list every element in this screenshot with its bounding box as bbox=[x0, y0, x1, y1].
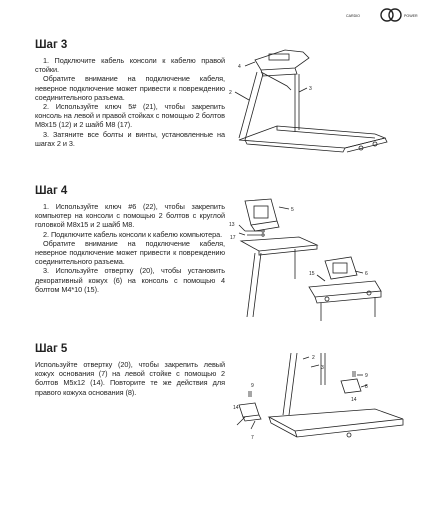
step-4 bbox=[35, 185, 225, 294]
figure-label: 9 bbox=[365, 373, 368, 379]
step-3-paragraph: 1. Подключите кабель консоли к кабелю правой стойки. bbox=[35, 56, 225, 75]
figure-label: 14 bbox=[351, 397, 357, 403]
step-5-figure bbox=[225, 345, 405, 460]
figure-label: 3 bbox=[321, 365, 324, 371]
logo-left-text: CARDIO bbox=[346, 14, 360, 18]
figure-label: 8 bbox=[365, 384, 368, 390]
step-3 bbox=[35, 39, 225, 148]
step-4-figure bbox=[225, 195, 405, 325]
step-4-paragraph: 1. Используйте ключ #6 (22), чтобы закрепить компьютер на консоли с помощью 2 болтов с круглой головкой M8x15 и 2 шайб M8. bbox=[35, 202, 225, 230]
step-3-title: Шаг 3 bbox=[35, 39, 68, 51]
step-5-title: Шаг 5 bbox=[35, 343, 68, 355]
figure-label: 14 bbox=[233, 405, 239, 411]
step-4-paragraph: 2. Подключите кабель консоли к кабелю компьютера. bbox=[43, 229, 223, 239]
figure-label: 4 bbox=[238, 64, 241, 70]
figure-label: 3 bbox=[309, 86, 312, 92]
figure-label: 15 bbox=[309, 271, 315, 277]
treadmill-console-assembly-icon bbox=[225, 40, 405, 155]
step-5-paragraph: Используйте отвертку (20), чтобы закрепить левый кожух основания (7) на левой стойке с помощью 2 болтов M5x12 (14). Повторите те же действия для правого кожуха основания (8). bbox=[35, 360, 225, 397]
step-3-figure bbox=[225, 40, 405, 155]
figure-label: 7 bbox=[251, 435, 254, 441]
step-3-paragraph: Обратите внимание на подключение кабеля, неверное подключение может привести к повреждению соединительного разъема. bbox=[35, 74, 225, 102]
figure-label: 2 bbox=[229, 90, 232, 96]
step-3-paragraph: 3. Затяните все болты и винты, установленные на шагах 2 и 3. bbox=[35, 129, 225, 148]
step-4-paragraph: Обратите внимание на подключение кабеля, неверное подключение может привести к повреждению соединительного разъема. bbox=[35, 238, 225, 267]
figure-label: 6 bbox=[365, 271, 368, 277]
base-cover-assembly-icon bbox=[225, 345, 405, 460]
step-5 bbox=[35, 343, 225, 397]
figure-label: 5 bbox=[291, 207, 294, 213]
step-4-paragraph: 3. Используйте отвертку (20), чтобы установить декоративный кожух (6) на консоль с помощью 4 болтом M4*10 (15). bbox=[35, 266, 225, 294]
computer-mount-assembly-icon bbox=[225, 195, 405, 325]
cardiopower-logo-icon bbox=[344, 4, 436, 26]
brand-logo bbox=[344, 4, 436, 26]
figure-label: 17 bbox=[230, 235, 236, 241]
logo-right-text: POWER bbox=[404, 14, 418, 18]
step-4-title: Шаг 4 bbox=[35, 185, 68, 197]
step-3-paragraph: 2. Используйте ключ 5# (21), чтобы закрепить консоль на левой и правой стойках с помощью 2 болтов M8x15 (12) и 2 шайб M8 (17). bbox=[35, 102, 225, 130]
figure-label: 13 bbox=[229, 222, 235, 228]
figure-label: 2 bbox=[312, 355, 315, 361]
figure-label: 9 bbox=[251, 383, 254, 389]
